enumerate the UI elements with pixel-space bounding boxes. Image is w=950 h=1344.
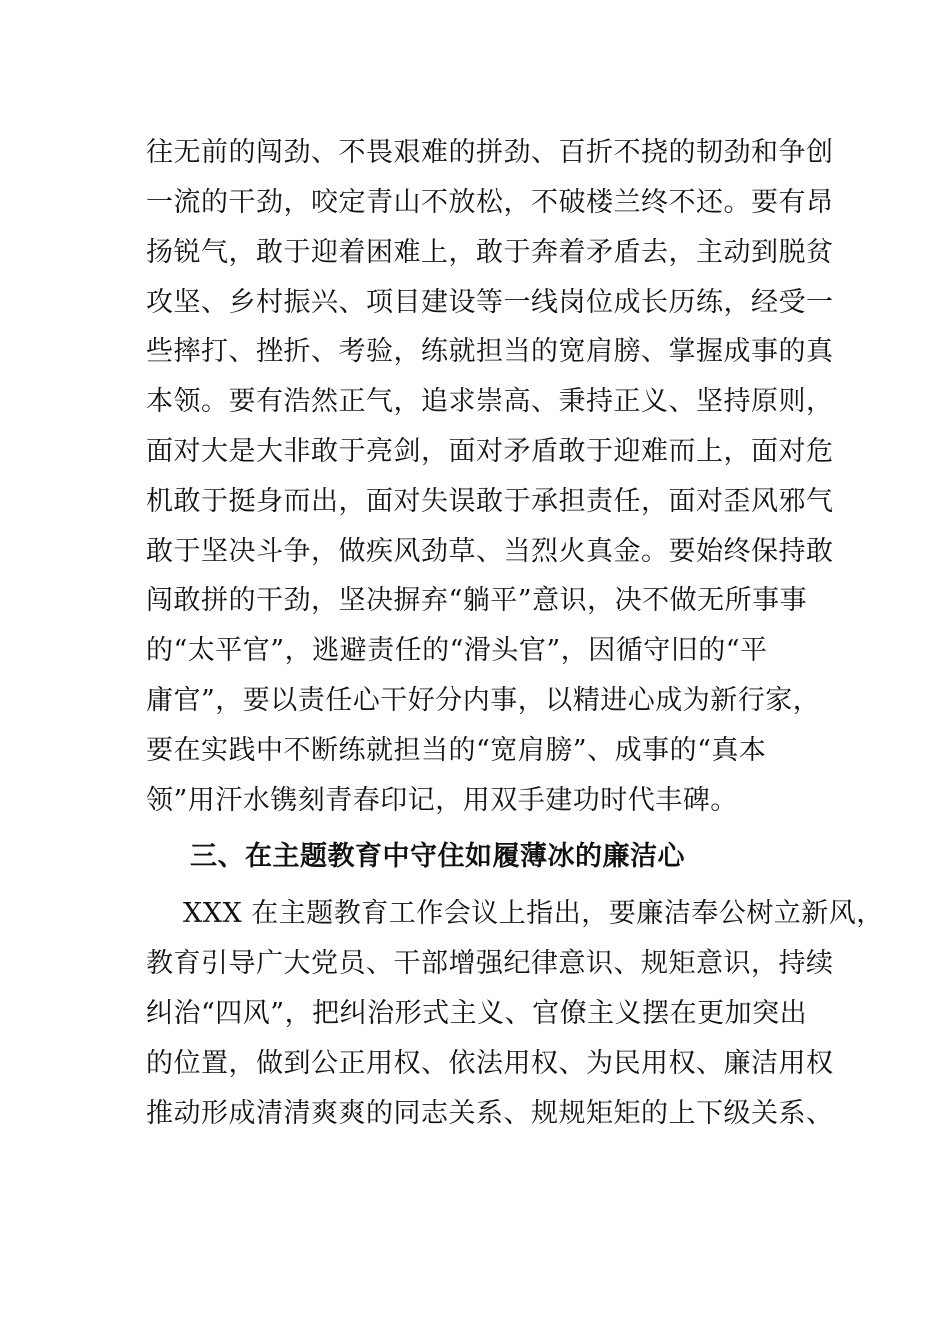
paragraph-line: 攻坚、乡村振兴、项目建设等一线岗位成长历练，经受一	[146, 287, 834, 318]
paragraph-line: 扬锐气，敢于迎着困难上，敢于奔着矛盾去，主动到脱贫	[146, 237, 834, 268]
paragraph-line: 要在实践中不断练就担当的“宽肩膀”、成事的“真本	[146, 735, 767, 766]
paragraph-line: 一流的干劲，咬定青山不放松，不破楼兰终不还。要有昂	[146, 187, 834, 218]
paragraph-line: 的位置，做到公正用权、依法用权、为民用权、廉洁用权	[146, 1048, 834, 1079]
paragraph-line: 教育引导广大党员、干部增强纪律意识、规矩意识，持续	[146, 948, 834, 979]
paragraph-line: 领”用汗水镌刻青春印记，用双手建功时代丰碑。	[146, 785, 738, 816]
paragraph-line: 往无前的闯劲、不畏艰难的拼劲、百折不挠的韧劲和争创	[146, 137, 834, 168]
paragraph-line: 推动形成清清爽爽的同志关系、规规矩矩的上下级关系、	[146, 1098, 834, 1129]
section-heading: 三、在主题教育中守住如履薄冰的廉洁心	[190, 841, 685, 872]
paragraph-line: 些摔打、挫折、考验，练就担当的宽肩膀、掌握成事的真	[146, 336, 834, 367]
paragraph-line: 本领。要有浩然正气，追求崇高、秉持正义、坚持原则，	[146, 386, 834, 417]
paragraph-line: 闯敢拼的干劲，坚决摒弃“躺平”意识，决不做无所事事	[146, 585, 808, 616]
paragraph-line: XXX 在主题教育工作会议上指出，要廉洁奉公树立新风，	[183, 898, 884, 929]
paragraph-line: 面对大是大非敢于亮剑，面对矛盾敢于迎难而上，面对危	[146, 436, 834, 467]
paragraph-line: 敢于坚决斗争，做疾风劲草、当烈火真金。要始终保持敢	[146, 536, 834, 567]
paragraph-line: 庸官”，要以责任心干好分内事，以精进心成为新行家，	[146, 685, 821, 716]
paragraph-line: 的“太平官”，逃避责任的“滑头官”，因循守旧的“平	[146, 635, 768, 666]
paragraph-line: 纠治“四风”，把纠治形式主义、官僚主义摆在更加突出	[146, 998, 808, 1029]
paragraph-line: 机敢于挺身而出，面对失误敢于承担责任，面对歪风邪气	[146, 486, 834, 517]
